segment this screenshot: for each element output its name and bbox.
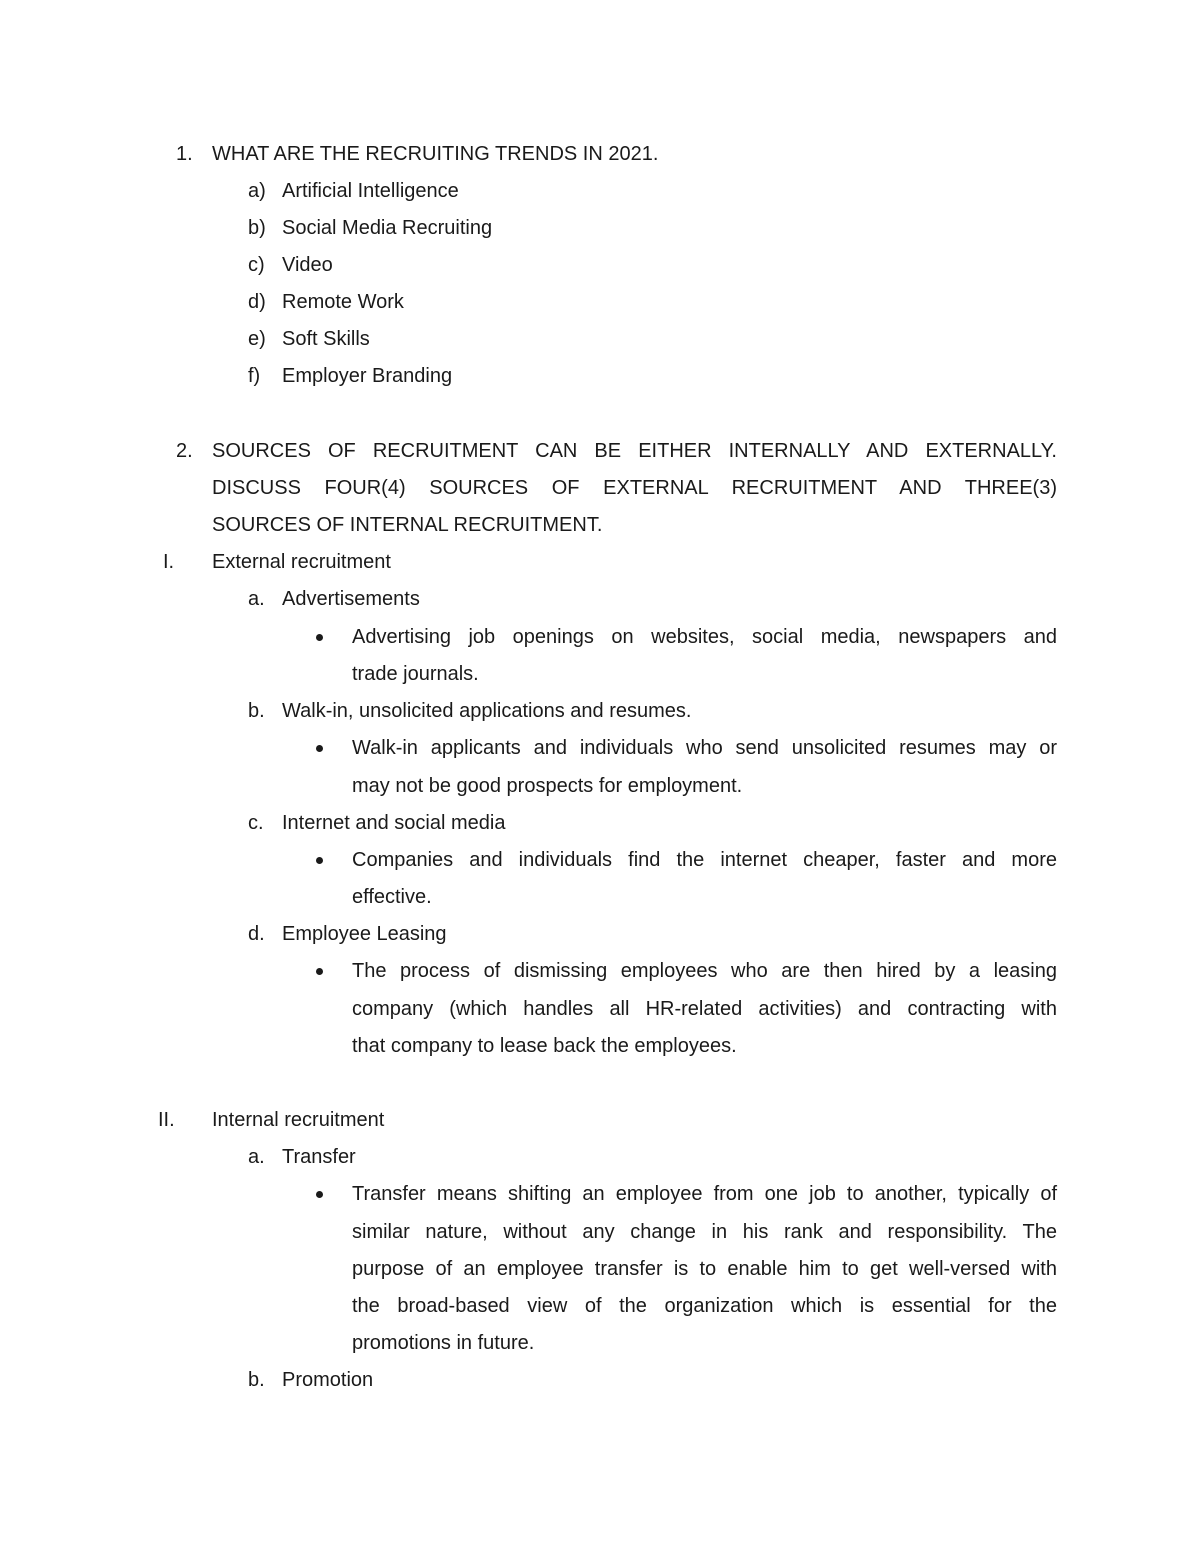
subsection-marker: b. bbox=[248, 1369, 265, 1391]
bullet-line bbox=[0, 772, 1200, 800]
answer-text: Remote Work bbox=[282, 291, 404, 313]
bullet-text: trade journals. bbox=[352, 663, 479, 685]
question-text-line: DISCUSS FOUR(4) SOURCES OF EXTERNAL RECRUITMENT AND THREE(3) bbox=[212, 477, 1057, 499]
bullet-line bbox=[0, 957, 1200, 985]
question-number: 2. bbox=[176, 440, 193, 462]
subsection-heading bbox=[0, 1143, 1200, 1171]
answer-marker: a) bbox=[248, 180, 266, 202]
answer-item bbox=[0, 325, 1200, 353]
answer-item bbox=[0, 214, 1200, 242]
answer-text: Employer Branding bbox=[282, 365, 453, 387]
answer-text: Artificial Intelligence bbox=[282, 180, 459, 202]
section-numeral: II. bbox=[158, 1109, 175, 1131]
bullet-line bbox=[0, 1292, 1200, 1320]
answer-item bbox=[0, 362, 1200, 390]
answer-marker: f) bbox=[248, 365, 261, 387]
question-1 bbox=[0, 140, 1200, 168]
answer-text: Soft Skills bbox=[282, 328, 370, 350]
bullet-text: may not be good prospects for employment. bbox=[352, 775, 743, 797]
subsection-marker: a. bbox=[248, 1146, 265, 1168]
bullet-text: Walk-in applicants and individuals who send unsolicited resumes may or bbox=[352, 737, 1057, 759]
subsection-marker: b. bbox=[248, 700, 265, 722]
bullet-text: similar nature, without any change in his rank and responsibility. The bbox=[352, 1221, 1057, 1243]
answer-item bbox=[0, 251, 1200, 279]
bullet-line bbox=[0, 1180, 1200, 1208]
bullet-line bbox=[0, 846, 1200, 874]
subsection-marker: c. bbox=[248, 812, 264, 834]
bullet-line bbox=[0, 734, 1200, 762]
section-numeral: I. bbox=[163, 551, 175, 573]
answer-item bbox=[0, 177, 1200, 205]
section-title: External recruitment bbox=[212, 551, 391, 573]
bullet-icon bbox=[316, 745, 323, 752]
bullet-text: purpose of an employee transfer is to enable him to get well-versed with bbox=[352, 1258, 1057, 1280]
answer-marker: d) bbox=[248, 291, 266, 313]
question-2-line bbox=[0, 474, 1200, 502]
bullet-line bbox=[0, 883, 1200, 911]
bullet-text: Advertising job openings on websites, social media, newspapers and bbox=[352, 626, 1057, 648]
bullet-line bbox=[0, 660, 1200, 688]
bullet-line bbox=[0, 623, 1200, 651]
subsection-heading bbox=[0, 585, 1200, 613]
section-heading bbox=[0, 548, 1200, 576]
bullet-text: that company to lease back the employees. bbox=[352, 1035, 737, 1057]
answer-text: Social Media Recruiting bbox=[282, 217, 493, 239]
subsection-title: Internet and social media bbox=[282, 812, 506, 834]
answer-marker: b) bbox=[248, 217, 266, 239]
bullet-text: Transfer means shifting an employee from one job to another, typically of bbox=[352, 1183, 1057, 1205]
bullet-line bbox=[0, 1032, 1200, 1060]
question-text: WHAT ARE THE RECRUITING TRENDS IN 2021. bbox=[212, 143, 659, 165]
question-text-line: SOURCES OF RECRUITMENT CAN BE EITHER INTERNALLY AND EXTERNALLY. bbox=[212, 440, 1057, 462]
answer-item bbox=[0, 288, 1200, 316]
answer-marker: e) bbox=[248, 328, 266, 350]
bullet-line bbox=[0, 1218, 1200, 1246]
bullet-text: effective. bbox=[352, 886, 432, 908]
bullet-text: promotions in future. bbox=[352, 1332, 535, 1354]
subsection-title: Advertisements bbox=[282, 588, 420, 610]
bullet-icon bbox=[316, 857, 323, 864]
subsection-heading bbox=[0, 920, 1200, 948]
bullet-line bbox=[0, 995, 1200, 1023]
subsection-marker: a. bbox=[248, 588, 265, 610]
bullet-text: the broad-based view of the organization which is essential for the bbox=[352, 1295, 1057, 1317]
bullet-icon bbox=[316, 1191, 323, 1198]
section-heading bbox=[0, 1106, 1200, 1134]
subsection-marker: d. bbox=[248, 923, 265, 945]
subsection-title: Transfer bbox=[282, 1146, 356, 1168]
subsection-title: Employee Leasing bbox=[282, 923, 447, 945]
question-2-line bbox=[0, 511, 1200, 539]
question-text-line: SOURCES OF INTERNAL RECRUITMENT. bbox=[212, 514, 603, 536]
subsection-title: Promotion bbox=[282, 1369, 374, 1391]
answer-marker: c) bbox=[248, 254, 265, 276]
answer-text: Video bbox=[282, 254, 333, 276]
bullet-icon bbox=[316, 634, 323, 641]
subsection-heading bbox=[0, 809, 1200, 837]
bullet-line bbox=[0, 1329, 1200, 1357]
section-title: Internal recruitment bbox=[212, 1109, 385, 1131]
bullet-text: The process of dismissing employees who are then hired by a leasing bbox=[352, 960, 1057, 982]
question-number: 1. bbox=[176, 143, 193, 165]
question-2 bbox=[0, 437, 1200, 465]
subsection-heading bbox=[0, 697, 1200, 725]
bullet-icon bbox=[316, 968, 323, 975]
bullet-text: company (which handles all HR-related activities) and contracting with bbox=[352, 998, 1057, 1020]
bullet-text: Companies and individuals find the internet cheaper, faster and more bbox=[352, 849, 1057, 871]
bullet-line bbox=[0, 1255, 1200, 1283]
subsection-title: Walk-in, unsolicited applications and resumes. bbox=[282, 700, 692, 722]
subsection-heading bbox=[0, 1366, 1200, 1394]
